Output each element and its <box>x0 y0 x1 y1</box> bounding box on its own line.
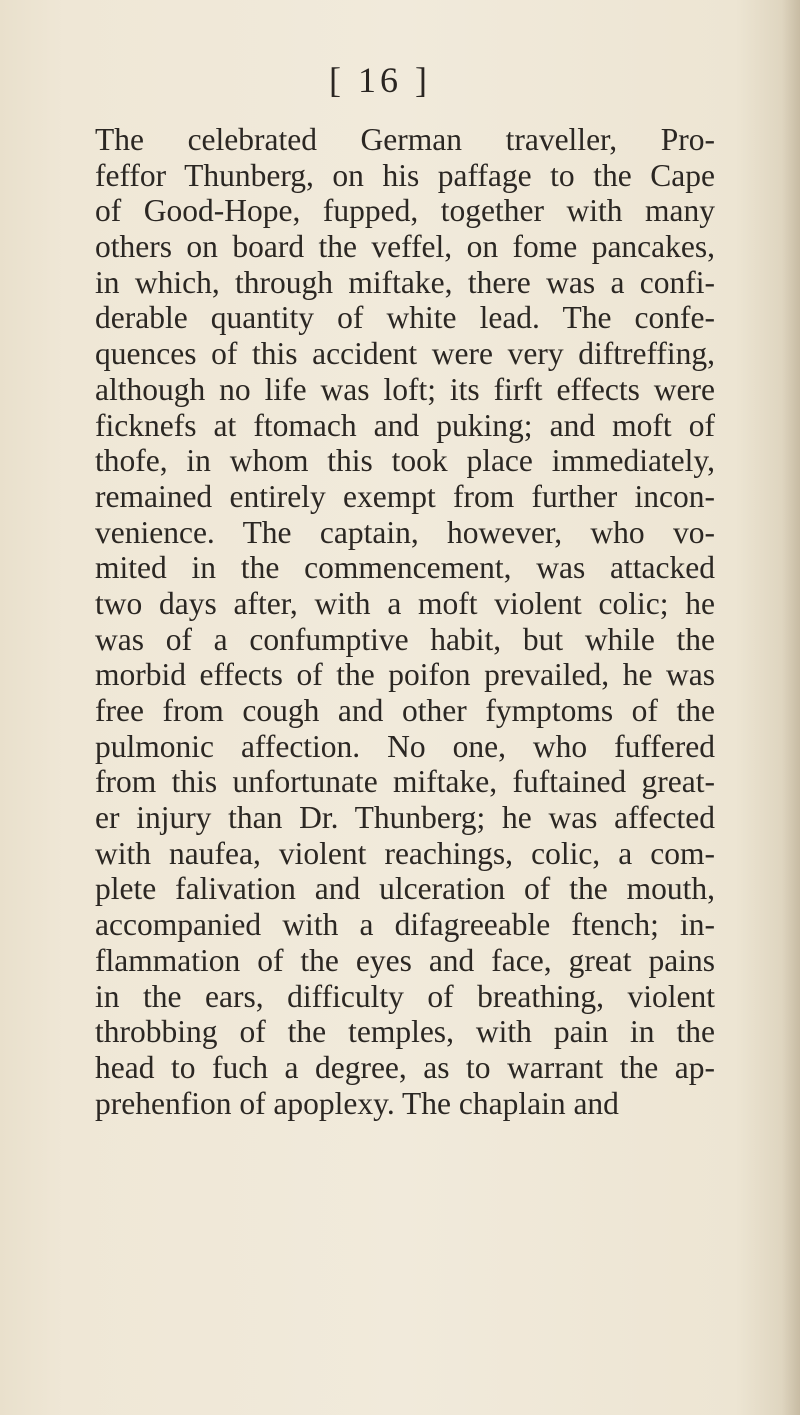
text-line: flammation of the eyes and face, great pains <box>95 942 715 978</box>
text-line: two days after, with a moft violent colic; he <box>95 585 715 621</box>
text-line: head to fuch a degree, as to warrant the ap- <box>95 1049 715 1085</box>
text-line: with naufea, violent reachings, colic, a com- <box>95 835 715 871</box>
page-edge-shadow <box>782 0 800 1415</box>
page-number: [ 16 ] <box>329 60 431 100</box>
text-line: others on board the veffel, on fome pancakes, <box>95 229 715 265</box>
text-line: pulmonic affection. No one, who fuffered <box>95 728 715 764</box>
text-line: throbbing of the temples, with pain in the <box>95 1014 715 1050</box>
text-line: from this unfortunate miftake, fuftained great- <box>95 764 715 800</box>
text-line: free from cough and other fymptoms of the <box>95 693 715 728</box>
text-line: accompanied with a difagreeable ftench; in- <box>95 907 715 943</box>
text-line: venience. The captain, however, who vo- <box>95 514 715 550</box>
text-line: was of a confumptive habit, but while the <box>95 621 715 657</box>
text-line: in the ears, difficulty of breathing, violent <box>95 978 715 1014</box>
text-line: morbid effects of the poifon prevailed, he was <box>95 657 715 693</box>
text-line: although no life was loft; its firft effects were <box>95 371 715 407</box>
text-line: er injury than Dr. Thunberg; he was affected <box>95 800 715 836</box>
text-line: thofe, in whom this took place immediately, <box>95 443 715 479</box>
text-line: mited in the commencement, was attacked <box>95 550 715 586</box>
text-line: plete falivation and ulceration of the mouth, <box>95 871 715 907</box>
text-line: prehenfion of apoplexy. The chaplain and <box>95 1085 619 1121</box>
text-line: remained entirely exempt from further incon- <box>95 478 715 514</box>
text-line: ficknefs at ftomach and puking; and moft of <box>95 407 715 443</box>
text-line: in which, through miftake, there was a confi- <box>95 264 715 300</box>
body-text <box>95 122 715 1121</box>
text-line: feffor Thunberg, on his paffage to the Cape <box>95 157 715 193</box>
text-line: of Good-Hope, fupped, together with many <box>95 193 715 229</box>
text-line: quences of this accident were very diftreffing, <box>95 336 715 372</box>
text-line: derable quantity of white lead. The confe- <box>95 300 715 336</box>
text-line: The celebrated German traveller, Pro- <box>95 122 715 157</box>
